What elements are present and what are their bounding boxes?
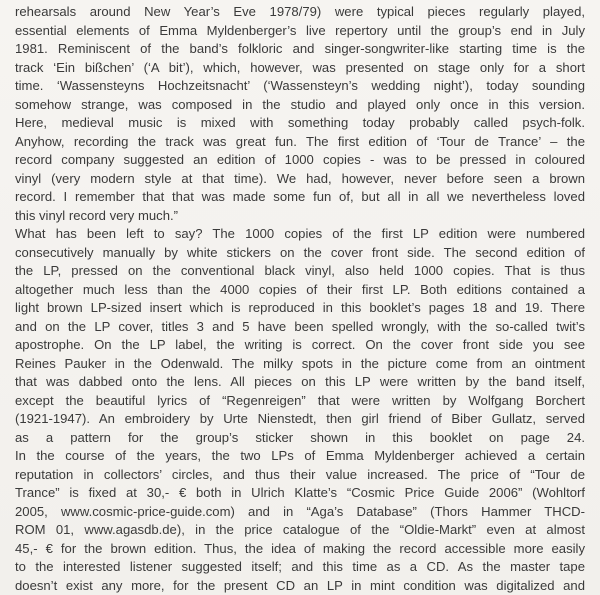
- text-line: Here, medieval music is mixed with something today probably called psych-folk.: [15, 115, 585, 130]
- text-line: light brown LP-sized insert which is reproduced in this booklet’s pages 18 and 19. There: [15, 300, 585, 315]
- text-line: time. ‘Wassensteyns Hochzeitsnacht’ (‘Wassensteyn’s wedding night’), today sounding: [15, 78, 585, 93]
- text-line: Reines Pauker in the Odenwald. The milky spots in the picture come from an ointment: [15, 355, 585, 371]
- text-line: somehow strange, was composed in the studio and played only once in this version.: [15, 96, 585, 112]
- text-line: ROM 01, www.agasdb.de), in the price catalogue of the “Oldie-Markt” even at almost: [15, 522, 585, 537]
- text-line: as a pattern for the group’s sticker shown in this booklet on page 24.: [15, 429, 585, 445]
- text-line: 45,- € for the brown edition. Thus, the idea of making the record accessible more easily: [15, 540, 585, 556]
- text-line: essential elements of Emma Myldenberger’s live repertory until the group’s end in July: [15, 22, 585, 38]
- text-line: track ‘Ein bißchen’ (‘A bit’), which, however, was presented on stage only for a short: [15, 59, 585, 75]
- text-line: 1981. Reminiscent of the band’s folkloric and singer-songwriter-like starting time is the: [15, 41, 585, 56]
- paragraph: [15, 447, 585, 595]
- text-line: and on the LP cover, titles 3 and 5 have been spelled wrongly, with the so-called twit’s: [15, 318, 585, 334]
- text-line: doesn’t exist any more, for the present CD an LP in mint condition was digitalized and: [15, 577, 585, 593]
- text-line: What has been left to say? The 1000 copies of the first LP edition were numbered: [15, 226, 585, 241]
- text-line: (1921-1947). An embroidery by Urte Nienstedt, then girl friend of Biber Gullatz, served: [15, 411, 585, 426]
- text-line: apostrophe. On the LP label, the writing is correct. On the cover front side you see: [15, 337, 585, 352]
- text-line: except the beautiful lyrics of “Regenreigen” that were written by Wolfgang Borchert: [15, 392, 585, 408]
- text-line: the LP, pressed on the conventional black vinyl, also held 1000 copies. That is thus: [15, 263, 585, 278]
- text-line: Trance” is fixed at 30,- € both in Ulrich Klatte’s “Cosmic Price Guide 2006” (Wohltorf: [15, 485, 585, 500]
- paragraph: [15, 225, 585, 447]
- text-line: record company suggested an edition of 1000 copies - was to be pressed in coloured: [15, 152, 585, 167]
- text-line: rehearsals around New Year’s Eve 1978/79) were typical pieces regularly played,: [15, 4, 585, 19]
- body-text: [15, 3, 585, 595]
- text-line: 2005, www.cosmic-price-guide.com) and in “Aga’s Database” (Thors Hammer THCD-: [15, 503, 585, 519]
- text-line: consecutively manually by white stickers on the cover front side. The second edition of: [15, 244, 585, 260]
- text-line: this vinyl record very much.”: [15, 207, 178, 223]
- text-line: altogether much less than the 4000 copies of their first LP. Both editions contained a: [15, 281, 585, 297]
- text-line: that was dabbed onto the lens. All pieces on this LP were written by the band itself,: [15, 374, 585, 389]
- text-line: Anyhow, recording the track was great fun. The first edition of ‘Tour de Trance’ – the: [15, 133, 585, 149]
- text-line: to the interested listener suggested itself; and this time as a CD. As the master tape: [15, 559, 585, 574]
- paragraph: [15, 3, 585, 225]
- text-line: vinyl (very modern style at that time). We had, however, never before seen a brown: [15, 170, 585, 186]
- text-line: In the course of the years, the two LPs of Emma Myldenberger achieved a certain: [15, 448, 585, 463]
- text-line: record. I remember that that was made some fun of, but all in all we nevertheless loved: [15, 189, 585, 204]
- text-line: reputation in collectors’ circles, and thus their value increased. The price of “Tour de: [15, 466, 585, 482]
